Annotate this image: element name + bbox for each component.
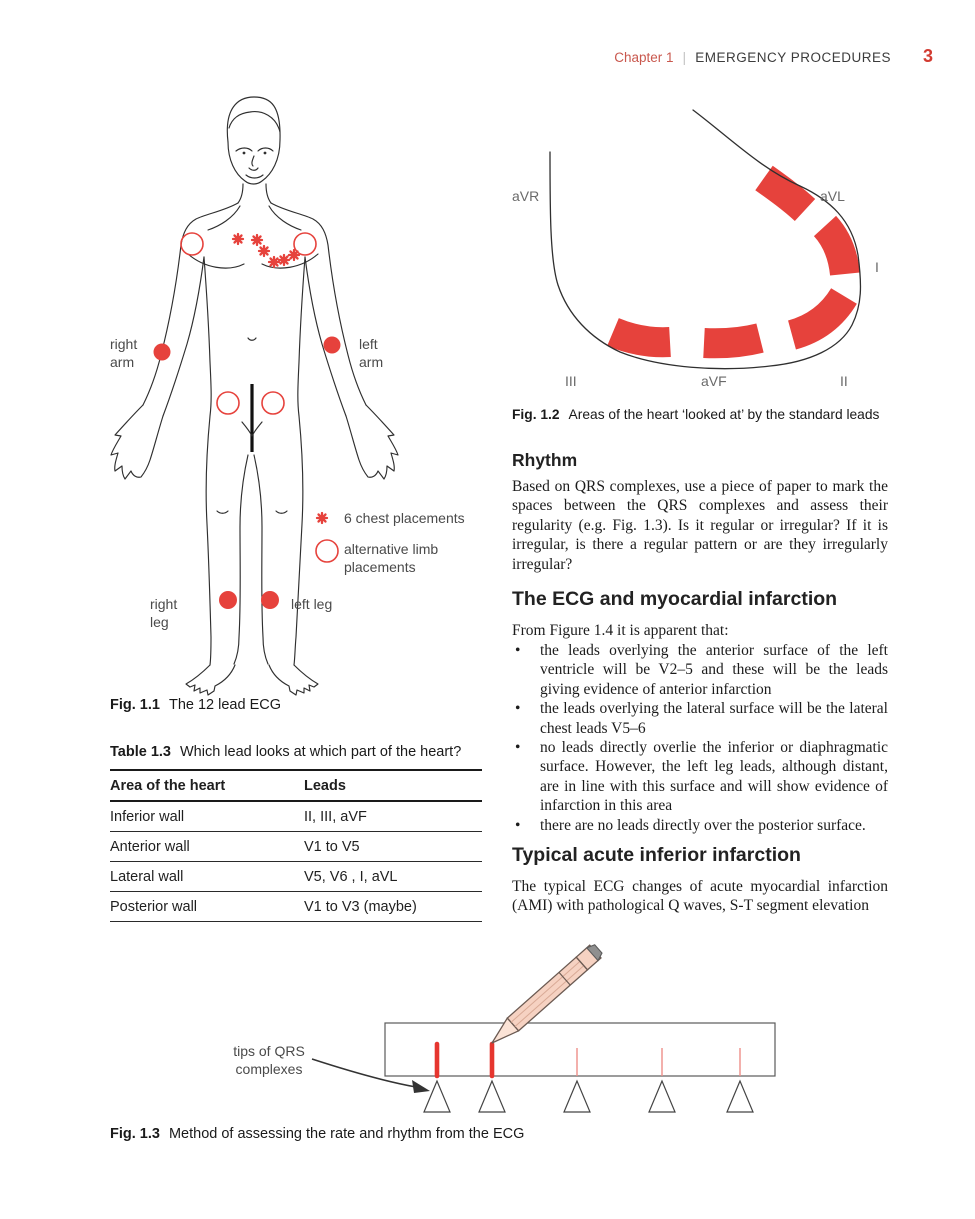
fig3-caption — [110, 1126, 524, 1142]
bullet-marker: • — [515, 642, 521, 659]
bullet-item — [512, 816, 888, 835]
cell-area: Posterior wall — [110, 892, 304, 922]
cell-area: Inferior wall — [110, 801, 304, 832]
chapter-label: Chapter 1 — [614, 50, 674, 65]
lead-label-iii: III — [565, 373, 577, 389]
bullet-marker: • — [515, 816, 521, 834]
bullet-text: no leads directly overlie the inferior or diaphragmatic surface. However, the left leg leads, although distant, are in line with this surface and will show evidence of infarction in this area — [540, 739, 888, 815]
label-left-leg: left leg — [291, 596, 333, 612]
fig2-caption-label: Fig. 1.2 — [512, 407, 560, 422]
lead-label-avl: aVL — [820, 188, 845, 204]
bullet-item — [512, 738, 888, 816]
table-caption-text: Which lead looks at which part of the heart? — [179, 744, 462, 760]
rate-rhythm-figure — [100, 933, 880, 1133]
fig1-caption-text: The 12 lead ECG — [168, 697, 282, 713]
cell-leads: V5, V6 , I, aVL — [304, 862, 482, 892]
paper-strip — [385, 1023, 775, 1076]
table-caption-label: Table 1.3 — [110, 744, 171, 760]
bullet-text: there are no leads directly over the posterior surface. — [540, 816, 866, 834]
rhythm-paragraph: Based on QRS complexes, use a piece of paper to mark the spaces between the QRS complexes and assess their regularity (e.g. Fig. 1.3). Is it regular or irregular? If it is irregular, is there a regular pattern or are they irregularly irregular? — [512, 478, 888, 573]
legend-circle-icon — [316, 540, 338, 562]
table-row — [110, 801, 482, 832]
legend-star-icon — [317, 513, 327, 523]
fig2-caption — [512, 407, 952, 422]
lead-label-avr: aVR — [512, 188, 540, 204]
qrs-tips — [424, 1081, 753, 1112]
fig1-caption-label: Fig. 1.1 — [110, 697, 160, 713]
page-number: 3 — [922, 46, 933, 66]
label-left-arm: left arm — [359, 336, 384, 370]
cell-leads: V1 to V5 — [304, 832, 482, 862]
table-row — [110, 832, 482, 862]
bullet-marker: • — [515, 700, 521, 718]
heart-leads-figure — [500, 90, 975, 400]
mi-bullet-list — [512, 641, 888, 835]
mi-heading: The ECG and myocardial infarction — [512, 588, 838, 610]
col-header-leads: Leads — [304, 770, 482, 801]
lead-label-avf: aVF — [701, 373, 727, 389]
col-header-area: Area of the heart — [110, 770, 304, 801]
legend-limb-label: alternative limb placements — [344, 541, 439, 575]
table-row — [110, 862, 482, 892]
label-right-leg: right leg — [150, 596, 178, 630]
alt-hip-placement-left — [262, 392, 284, 414]
chapter-title: EMERGENCY PROCEDURES — [695, 50, 891, 65]
bullet-item — [512, 641, 888, 699]
cell-leads: V1 to V3 (maybe) — [304, 892, 482, 922]
bullet-text: the leads overlying the lateral surface will be the lateral chest leads V5–6 — [540, 700, 888, 737]
table-row — [110, 892, 482, 922]
bullet-marker: • — [515, 739, 521, 757]
label-right-arm: right arm — [110, 336, 138, 370]
inferior-heading: Typical acute inferior infarction — [512, 844, 801, 866]
fig3-caption-label: Fig. 1.3 — [110, 1126, 160, 1142]
alt-shoulder-placement-right — [181, 233, 203, 255]
left-leg-electrode — [261, 591, 279, 609]
header-divider: | — [682, 49, 687, 65]
running-header — [614, 46, 933, 67]
alt-hip-placement-right — [217, 392, 239, 414]
mi-intro: From Figure 1.4 it is apparent that: — [512, 622, 729, 639]
right-leg-electrode — [219, 591, 237, 609]
bullet-text: the leads overlying the anterior surface of the left ventricle will be V2–5 and these will be the leads giving evidence of anterior infarction — [540, 642, 888, 698]
inferior-paragraph: The typical ECG changes of acute myocardial infarction (AMI) with pathological Q waves, S-T segment elevation — [512, 878, 888, 915]
fig3-caption-text: Method of assessing the rate and rhythm from the ECG — [168, 1126, 525, 1142]
chest-placement-stars — [233, 234, 299, 267]
body-diagram-figure — [90, 92, 470, 700]
legend-chest-label: 6 chest placements — [344, 510, 465, 526]
cell-area: Anterior wall — [110, 832, 304, 862]
fig1-caption — [110, 697, 281, 713]
qrs-tips-label: tips of QRS complexes — [233, 1043, 305, 1077]
cell-area: Lateral wall — [110, 862, 304, 892]
fig2-caption-text: Areas of the heart ‘looked at’ by the standard leads — [568, 407, 880, 422]
cell-leads: II, III, aVF — [304, 801, 482, 832]
left-arm-electrode — [324, 337, 341, 354]
right-arm-electrode — [154, 344, 171, 361]
lead-label-ii: II — [840, 373, 848, 389]
bullet-item — [512, 699, 888, 738]
lead-label-i: I — [875, 259, 879, 275]
rhythm-heading: Rhythm — [512, 450, 578, 470]
leads-table-section — [110, 744, 482, 922]
table-header-row — [110, 770, 482, 801]
table-caption — [110, 744, 482, 760]
leads-table — [110, 769, 482, 922]
